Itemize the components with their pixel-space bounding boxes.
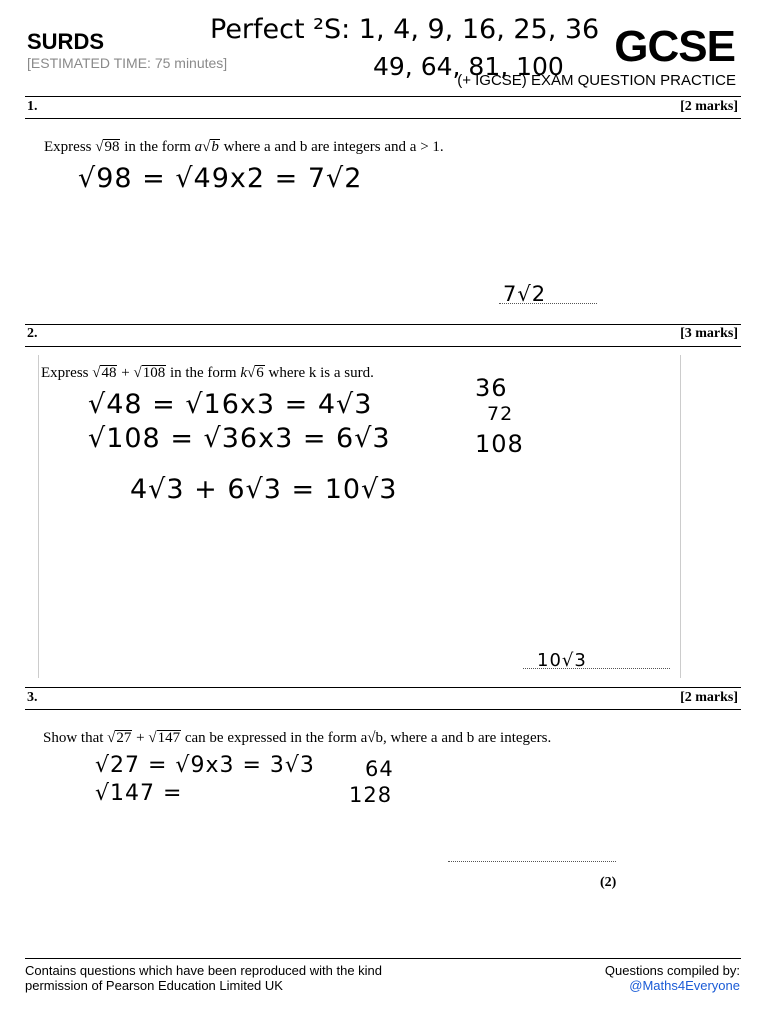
q3-top-rule — [25, 687, 741, 688]
q2-side-working-1: 36 — [475, 374, 508, 402]
q1-answer: 7√2 — [503, 282, 547, 306]
q1-number: 1. — [27, 99, 38, 114]
q2-working-line-2: √108 = √36x3 = 6√3 — [88, 423, 391, 454]
q2-answer-line — [523, 668, 670, 669]
q3-mark-label: (2) — [600, 875, 617, 890]
footer-rule — [25, 958, 741, 959]
footer-compiled-by: Questions compiled by: — [604, 963, 740, 978]
footer-credit-line-2: permission of Pearson Education Limited UK — [25, 978, 283, 993]
q3-number: 3. — [27, 690, 38, 705]
q2-header-rule — [25, 346, 741, 347]
q2-question-text: Express √48 + √108 in the form k√6 where k is a surd. — [41, 365, 374, 381]
gcse-logo: GCSE — [614, 22, 735, 71]
q3-working-line-2: √147 = — [95, 781, 183, 806]
q1-header-rule — [25, 118, 741, 119]
q2-working-line-1: √48 = √16x3 = 4√3 — [88, 389, 373, 420]
q2-top-rule — [25, 324, 741, 325]
q3-answer-line — [448, 861, 616, 862]
estimated-time: [ESTIMATED TIME: 75 minutes] — [27, 55, 228, 71]
q1-top-rule — [25, 96, 741, 97]
q2-marks: [3 marks] — [680, 326, 738, 341]
q2-side-working-2: 72 — [487, 403, 514, 425]
q3-header-rule — [25, 709, 741, 710]
footer-credit-line-1: Contains questions which have been reproduced with the kind — [25, 963, 383, 978]
q1-working-line: √98 = √49x2 = 7√2 — [78, 163, 363, 194]
page-title: SURDS — [27, 29, 105, 54]
q2-number: 2. — [27, 326, 38, 341]
handwritten-perfect-squares-note-2: 49, 64, 81, 100 — [373, 52, 564, 81]
q3-side-working-1: 64 — [365, 757, 394, 781]
q2-answer: 10√3 — [537, 650, 587, 671]
q1-answer-line — [499, 303, 597, 304]
footer-author-link[interactable]: @Maths4Everyone — [629, 978, 740, 993]
q3-marks: [2 marks] — [680, 690, 738, 705]
q2-working-line-3: 4√3 + 6√3 = 10√3 — [130, 474, 398, 505]
q3-working-line-1: √27 = √9x3 = 3√3 — [95, 753, 315, 778]
page-subtitle: (+ IGCSE) EXAM QUESTION PRACTICE — [457, 72, 736, 89]
q1-marks: [2 marks] — [680, 99, 738, 114]
q1-question-text: Express √98 in the form a√b where a and b are integers and a > 1. — [44, 139, 444, 155]
q2-side-working-3: 108 — [475, 430, 524, 458]
handwritten-perfect-squares-note: Perfect ²S: 1, 4, 9, 16, 25, 36 — [210, 14, 600, 45]
q3-side-working-2: 128 — [349, 783, 393, 807]
q3-question-text: Show that √27 + √147 can be expressed in the form a√b, where a and b are integers. — [43, 730, 552, 746]
